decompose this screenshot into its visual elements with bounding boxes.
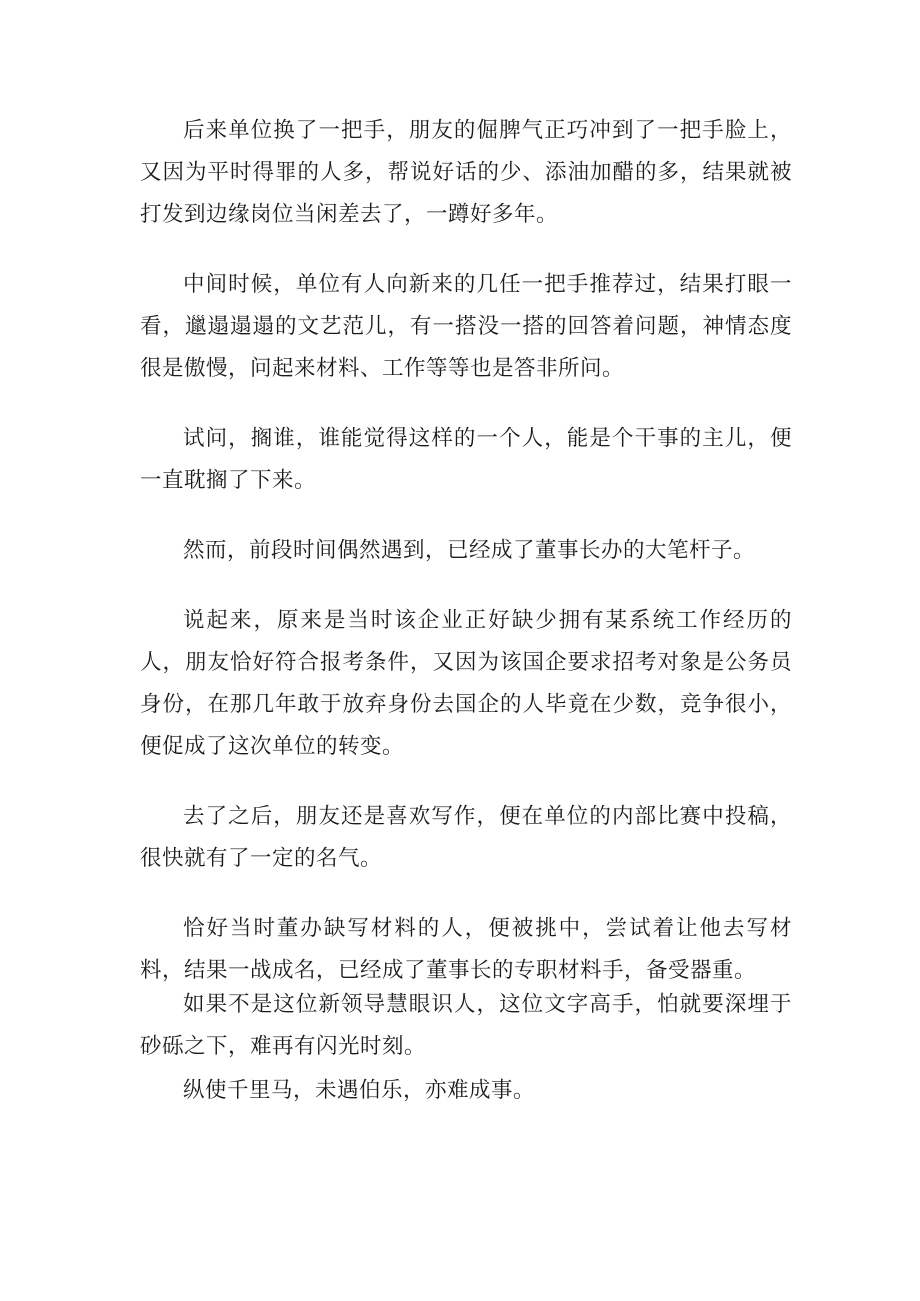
paragraph-4: 然而，前段时间偶然遇到，已经成了董事长办的大笔杆子。 (183, 538, 756, 563)
paragraph-5: 说起来，原来是当时该企业正好缺少拥有某系统工作经历的人，朋友恰好符合报考条件，又因为该国企要求招考对象是公务员身份，在那几年敢于放弃身份去国企的人毕竟在少数，竞争很小，便促成了这次单位的转变。 (140, 608, 792, 759)
paragraph-7: 恰好当时董办缺写材料的人，便被挑中，尝试着让他去写材料，结果一战成名，已经成了董事长的专职材料手，备受器重。 (140, 916, 792, 983)
paragraph-8: 如果不是这位新领导慧眼识人，这位文字高手，怕就要深埋于砂砾之下，难再有闪光时刻。 (140, 992, 792, 1059)
paragraph-2: 中间时候，单位有人向新来的几任一把手推荐过，结果打眼一看，邋遢遢遢的文艺范儿，有一搭没一搭的回答着问题，神情态度很是傲慢，问起来材料、工作等等也是答非所问。 (140, 272, 792, 381)
paragraph-3: 试问，搁谁，谁能觉得这样的一个人，能是个干事的主儿，便一直耽搁了下来。 (140, 426, 792, 493)
paragraph-1: 后来单位换了一把手，朋友的倔脾气正巧冲到了一把手脸上，又因为平时得罪的人多，帮说好话的少、添油加醋的多，结果就被打发到边缘岗位当闲差去了，一蹲好多年。 (140, 118, 792, 227)
paragraph-6: 去了之后，朋友还是喜欢写作，便在单位的内部比赛中投稿，很快就有了一定的名气。 (140, 804, 792, 871)
paragraph-9: 纵使千里马，未遇伯乐，亦难成事。 (183, 1078, 536, 1103)
